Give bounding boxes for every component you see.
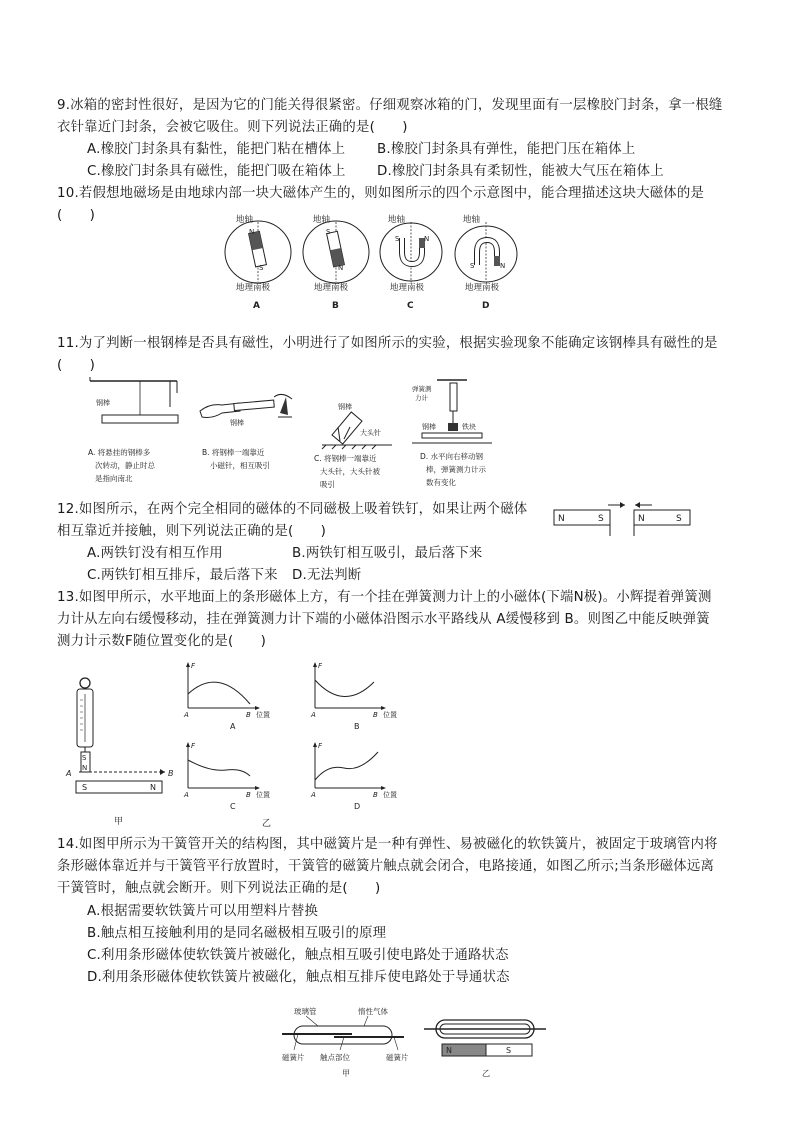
q12-option-d: D.无法判断 <box>292 568 362 583</box>
svg-text:次转动，静止时总: 次转动，静止时总 <box>95 461 155 470</box>
q13-stem-line1: 13.如图甲所示，水平地面上的条形磁体上方，有一个挂在弹簧测力计上的小磁体(下端N极)。小辉提着弹簧测 <box>57 590 712 605</box>
q13-graph-a <box>183 662 270 731</box>
svg-text:小磁针，相互吸引: 小磁针，相互吸引 <box>210 461 270 470</box>
q9-option-a: A.橡胶门封条具有黏性，能把门粘在槽体上 <box>87 142 346 157</box>
svg-text:S: S <box>598 514 604 524</box>
svg-text:位置: 位置 <box>383 791 397 799</box>
q12-stem-line2: 相互靠近并接触，则下列说法正确的是( ) <box>57 524 327 539</box>
svg-text:B: B <box>354 722 360 731</box>
q10-diagram-d <box>455 214 517 311</box>
svg-text:A. 将悬挂的钢棒多: A. 将悬挂的钢棒多 <box>88 448 151 457</box>
svg-text:力计: 力计 <box>415 394 428 402</box>
q9-stem-line2: 衣针靠近门封条，会被它吸住。则下列说法正确的是( ) <box>57 120 408 135</box>
q13-fig-jia <box>65 678 174 827</box>
q10-diagram-b <box>303 214 369 311</box>
svg-text:N: N <box>82 764 88 772</box>
svg-text:N: N <box>338 264 344 272</box>
svg-text:钢棒: 钢棒 <box>338 403 352 411</box>
q14-reed-switch-figure <box>278 1004 550 1086</box>
q14-fig-jia <box>282 1006 409 1078</box>
svg-text:B. 将钢棒一端靠近: B. 将钢棒一端靠近 <box>202 448 265 457</box>
svg-text:A: A <box>184 711 189 719</box>
svg-text:C: C <box>230 802 236 811</box>
svg-text:S: S <box>82 754 87 762</box>
svg-text:惰性气体: 惰性气体 <box>358 1007 388 1016</box>
svg-text:N: N <box>150 783 156 792</box>
q11-stem-line1: 11.为了判断一根钢棒是否具有磁性，小明进行了如图所示的实验，根据实验现象不能确定该钢棒具有磁性的是 <box>57 336 718 351</box>
svg-text:乙: 乙 <box>482 1069 490 1078</box>
svg-text:位置: 位置 <box>256 711 270 719</box>
svg-text:甲: 甲 <box>114 817 124 827</box>
svg-text:B: B <box>246 711 251 719</box>
q12-option-a: A.两铁钉没有相互作用 <box>87 546 223 561</box>
svg-text:钢棒: 钢棒 <box>96 399 110 407</box>
svg-text:C: C <box>407 301 414 311</box>
svg-text:磁簧片: 磁簧片 <box>386 1053 409 1062</box>
svg-text:甲: 甲 <box>342 1069 350 1078</box>
q13-graph-d <box>310 742 397 811</box>
q11-stem-line2: ( ) <box>57 358 96 373</box>
svg-text:S: S <box>506 1046 512 1055</box>
svg-text:地轴: 地轴 <box>388 215 406 225</box>
svg-text:地理南极: 地理南极 <box>390 283 425 293</box>
svg-text:A: A <box>230 722 236 731</box>
svg-text:A: A <box>66 769 72 778</box>
q12-option-c: C.两铁钉相互排斥，最后落下来 <box>87 568 278 583</box>
svg-text:B: B <box>332 301 339 311</box>
svg-text:S: S <box>259 264 264 272</box>
svg-text:B: B <box>373 791 378 799</box>
svg-text:D. 水平向右移动钢: D. 水平向右移动钢 <box>420 452 484 461</box>
svg-text:D: D <box>354 802 361 811</box>
q12-stem-line1: 12.如图所示，在两个完全相同的磁体的不同磁极上吸着铁钉，如果让两个磁体 <box>57 502 528 517</box>
svg-text:地轴: 地轴 <box>463 215 481 225</box>
svg-text:是指向南北: 是指向南北 <box>95 474 133 483</box>
svg-text:地轴: 地轴 <box>313 215 331 225</box>
q11-diagram-d <box>412 380 492 487</box>
svg-text:A: A <box>253 301 260 311</box>
svg-text:S: S <box>326 228 331 236</box>
svg-text:B: B <box>373 711 378 719</box>
svg-text:磁簧片: 磁簧片 <box>282 1053 305 1062</box>
q13-graph-b <box>310 662 397 731</box>
svg-text:A: A <box>311 791 316 799</box>
svg-text:S: S <box>395 235 400 243</box>
q12-magnets-figure <box>548 500 698 546</box>
svg-text:弹簧测: 弹簧测 <box>412 385 432 393</box>
q14-option-d: D.利用条形磁体使软铁簧片被磁化，触点相互排斥使电路处于导通状态 <box>87 970 510 985</box>
q12-option-b: B.两铁钉相互吸引，最后落下来 <box>292 546 483 561</box>
q10-stem-line1: 10.若假想地磁场是由地球内部一块大磁体产生的，则如图所示的四个示意图中，能合理描述这块大磁体的是 <box>57 186 705 201</box>
svg-text:N: N <box>424 235 430 243</box>
svg-text:F: F <box>191 742 196 750</box>
svg-text:C. 将钢棒一端靠近: C. 将钢棒一端靠近 <box>314 454 377 463</box>
svg-text:位置: 位置 <box>256 791 270 799</box>
svg-text:地理南极: 地理南极 <box>314 283 349 293</box>
svg-text:数有变化: 数有变化 <box>426 478 456 487</box>
q14-fig-yi <box>424 1020 546 1078</box>
svg-text:F: F <box>318 742 323 750</box>
svg-text:F: F <box>318 662 323 670</box>
svg-text:大头针，大头针被: 大头针，大头针被 <box>320 467 380 476</box>
svg-text:B: B <box>168 769 174 778</box>
q9-option-b: B.橡胶门封条具有弹性，能把门压在箱体上 <box>377 142 636 157</box>
svg-text:F: F <box>191 662 196 670</box>
q9-stem-line1: 9.冰箱的密封性很好，是因为它的门能关得很紧密。仔细观察冰箱的门，发现里面有一层橡胶门封条，拿一根缝 <box>57 98 723 113</box>
svg-text:N: N <box>638 514 645 524</box>
svg-text:A: A <box>311 711 316 719</box>
svg-text:玻璃管: 玻璃管 <box>294 1007 317 1016</box>
svg-text:N: N <box>249 228 255 236</box>
q11-diagram-a <box>88 377 178 483</box>
svg-text:大头针: 大头针 <box>360 429 381 437</box>
q10-diagram-a <box>225 214 291 311</box>
q14-stem-line1: 14.如图甲所示为干簧管开关的结构图，其中磁簧片是一种有弹性、易被磁化的软铁簧片，被固定于玻璃管内将 <box>57 837 718 852</box>
svg-text:吸引: 吸引 <box>320 480 335 489</box>
q11-experiment-figure <box>82 375 502 495</box>
q10-stem-line2: ( ) <box>57 208 96 223</box>
q14-stem-line2: 条形磁体靠近并与干簧管平行放置时，干簧管的磁簧片触点就会闭合，电路接通，如图乙所示;当条形磁体远离 <box>57 859 715 874</box>
q11-diagram-b <box>200 394 292 471</box>
svg-text:触点部位: 触点部位 <box>320 1053 350 1062</box>
q13-stem-line3: 测力计示数F随位置变化的是( ) <box>57 634 267 649</box>
q10-earth-magnet-figure <box>218 210 518 312</box>
svg-text:棒，弹簧测力计示: 棒，弹簧测力计示 <box>426 465 486 474</box>
q9-option-c: C.橡胶门封条具有磁性，能把门吸在箱体上 <box>87 164 346 179</box>
svg-text:B: B <box>246 791 251 799</box>
q14-option-a: A.根据需要软铁簧片可以用塑料片替换 <box>87 904 319 919</box>
q13-stem-line2: 力计从左向右缓慢移动，挂在弹簧测力计下端的小磁体沿图示水平路线从 A缓慢移到 B。则图乙中能反映弹簧 <box>57 612 710 627</box>
svg-text:钢棒: 钢棒 <box>422 423 436 431</box>
q13-yi-label: 乙 <box>262 819 272 828</box>
q14-stem-line3: 干簧管时，触点就会断开。则下列说法正确的是( ) <box>57 881 381 896</box>
svg-text:S: S <box>82 783 88 792</box>
svg-text:铁块: 铁块 <box>462 423 476 431</box>
svg-text:钢棒: 钢棒 <box>230 419 244 427</box>
q10-diagram-c <box>380 214 442 311</box>
q14-option-b: B.触点相互接触利用的是同名磁极相互吸引的原理 <box>87 926 387 941</box>
q14-option-c: C.利用条形磁体使软铁簧片被磁化，触点相互吸引使电路处于通路状态 <box>87 948 509 963</box>
svg-text:N: N <box>500 262 506 270</box>
q13-graph-c <box>183 742 270 811</box>
axis-label: 地轴 <box>236 215 254 225</box>
svg-text:地理南极: 地理南极 <box>465 283 500 293</box>
svg-text:位置: 位置 <box>383 711 397 719</box>
pole-label: 地理南极 <box>236 283 271 293</box>
svg-text:N: N <box>446 1046 452 1055</box>
svg-text:S: S <box>676 514 682 524</box>
svg-text:D: D <box>482 301 490 311</box>
q11-diagram-c <box>314 402 392 489</box>
svg-text:N: N <box>558 514 565 524</box>
svg-text:S: S <box>470 262 475 270</box>
svg-text:A: A <box>184 791 189 799</box>
q9-option-d: D.橡胶门封条具有柔韧性，能被大气压在箱体上 <box>377 164 664 179</box>
q13-figure <box>60 656 400 828</box>
